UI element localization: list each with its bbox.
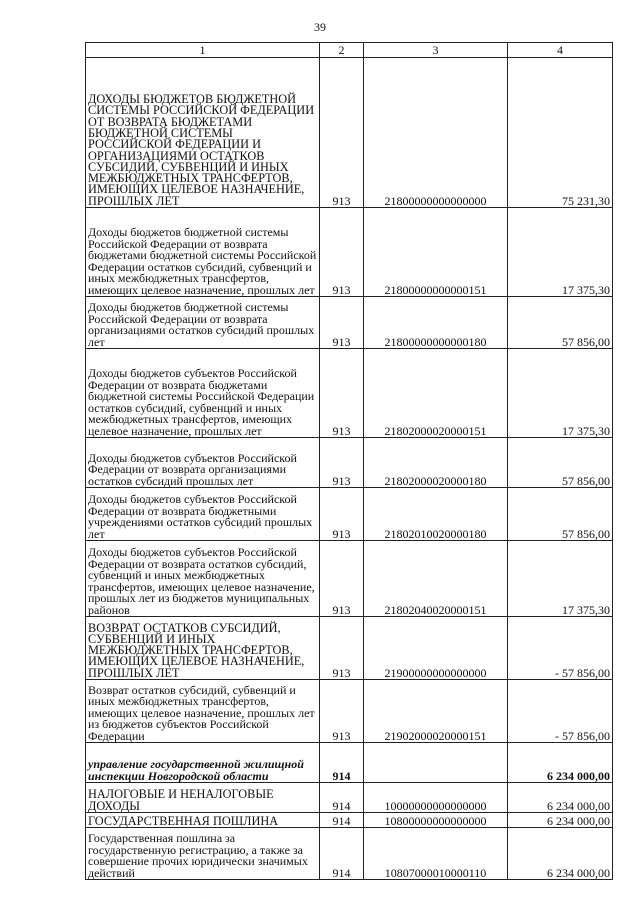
row-amount: 6 234 000,00 bbox=[508, 783, 613, 813]
table-row bbox=[86, 783, 613, 813]
page-number: 39 bbox=[314, 20, 326, 34]
row-name: Государственная пошлина за государственную регистрацию, а также за совершение прочих юридически значимых действий bbox=[86, 828, 320, 880]
row-amount: 6 234 000,00 bbox=[508, 828, 613, 880]
row-budget-code: 21800000000000180 bbox=[364, 297, 508, 349]
table-row bbox=[86, 680, 613, 743]
table-row bbox=[86, 438, 613, 488]
row-admin-code: 913 bbox=[320, 438, 364, 488]
row-budget-code: 21802010020000180 bbox=[364, 488, 508, 541]
row-budget-code bbox=[364, 743, 508, 783]
row-amount: 17 375,30 bbox=[508, 541, 613, 617]
row-budget-code: 21802000020000151 bbox=[364, 349, 508, 438]
row-amount: 57 856,00 bbox=[508, 488, 613, 541]
row-admin-code: 913 bbox=[320, 541, 364, 617]
row-admin-code: 913 bbox=[320, 297, 364, 349]
header-col-4: 4 bbox=[508, 43, 613, 58]
row-name: ГОСУДАРСТВЕННАЯ ПОШЛИНА bbox=[86, 813, 320, 828]
table-row bbox=[86, 743, 613, 783]
row-budget-code: 21900000000000000 bbox=[364, 617, 508, 680]
row-budget-code: 10800000000000000 bbox=[364, 813, 508, 828]
table-row bbox=[86, 349, 613, 438]
row-admin-code: 913 bbox=[320, 488, 364, 541]
table-row bbox=[86, 617, 613, 680]
row-name: ВОЗВРАТ ОСТАТКОВ СУБСИДИЙ, СУБВЕНЦИЙ И ИНЫХ МЕЖБЮДЖЕТНЫХ ТРАНСФЕРТОВ, ИМЕЮЩИХ ЦЕЛЕВОЕ НАЗНАЧЕНИЕ, ПРОШЛЫХ ЛЕТ bbox=[86, 617, 320, 680]
row-admin-code: 914 bbox=[320, 743, 364, 783]
row-admin-code: 914 bbox=[320, 783, 364, 813]
row-name: Доходы бюджетов бюджетной системы Российской Федерации от возврата бюджетами бюджетной системы Российской Федерации остатков субсидий, субвенций и иных межбюджетных трансфертов, имеющих целевое назначение, прошлых лет bbox=[86, 208, 320, 297]
row-admin-code: 913 bbox=[320, 617, 364, 680]
row-name: ДОХОДЫ БЮДЖЕТОВ БЮДЖЕТНОЙ СИСТЕМЫ РОССИЙСКОЙ ФЕДЕРАЦИИ ОТ ВОЗВРАТА БЮДЖЕТАМИ БЮДЖЕТНОЙ СИСТЕМЫ РОССИЙСКОЙ ФЕДЕРАЦИИ И ОРГАНИЗАЦИЯМИ ОСТАТКОВ СУБСИДИЙ, СУБВЕНЦИЙ И ИНЫХ МЕЖБЮДЖЕТНЫХ ТРАНСФЕРТОВ, ИМЕЮЩИХ ЦЕЛЕВОЕ НАЗНАЧЕНИЕ, ПРОШЛЫХ ЛЕТ bbox=[86, 58, 320, 208]
table-row bbox=[86, 488, 613, 541]
row-admin-code: 914 bbox=[320, 828, 364, 880]
row-admin-code: 914 bbox=[320, 813, 364, 828]
row-name: Доходы бюджетов субъектов Российской Федерации от возврата бюджетными учреждениями остатков субсидий прошлых лет bbox=[86, 488, 320, 541]
row-amount: 6 234 000,00 bbox=[508, 743, 613, 783]
row-amount: 57 856,00 bbox=[508, 438, 613, 488]
row-admin-code: 913 bbox=[320, 349, 364, 438]
row-name: Доходы бюджетов субъектов Российской Федерации от возврата остатков субсидий, субвенций и иных межбюджетных трансфертов, имеющих целевое назначение, прошлых лет из бюджетов муниципальных районов bbox=[86, 541, 320, 617]
header-col-3: 3 bbox=[364, 43, 508, 58]
row-name: Доходы бюджетов бюджетной системы Российской Федерации от возврата организациями остатков субсидий прошлых лет bbox=[86, 297, 320, 349]
header-col-2: 2 bbox=[320, 43, 364, 58]
row-amount: 75 231,30 bbox=[508, 58, 613, 208]
row-admin-code: 913 bbox=[320, 680, 364, 743]
row-budget-code: 21802040020000151 bbox=[364, 541, 508, 617]
row-amount: 6 234 000,00 bbox=[508, 813, 613, 828]
table-row bbox=[86, 813, 613, 828]
row-budget-code: 21800000000000000 bbox=[364, 58, 508, 208]
table-row bbox=[86, 58, 613, 208]
table-header-row bbox=[86, 43, 613, 58]
row-budget-code: 21800000000000151 bbox=[364, 208, 508, 297]
budget-income-table bbox=[85, 42, 613, 880]
row-name: Доходы бюджетов субъектов Российской Федерации от возврата бюджетами бюджетной системы Российской Федерации остатков субсидий, субвенций и иных межбюджетных трансфертов, имеющих целевое назначение, прошлых лет bbox=[86, 349, 320, 438]
row-name: Возврат остатков субсидий, субвенций и иных межбюджетных трансфертов, имеющих целевое назначение, прошлых лет из бюджетов субъектов Российской Федерации bbox=[86, 680, 320, 743]
table-row bbox=[86, 541, 613, 617]
row-budget-code: 10000000000000000 bbox=[364, 783, 508, 813]
row-admin-code: 913 bbox=[320, 58, 364, 208]
row-amount: 17 375,30 bbox=[508, 349, 613, 438]
table-row bbox=[86, 297, 613, 349]
row-admin-code: 913 bbox=[320, 208, 364, 297]
row-budget-code: 21802000020000180 bbox=[364, 438, 508, 488]
row-name: управление государственной жилищной инспекции Новгородской области bbox=[86, 743, 320, 783]
row-amount: 17 375,30 bbox=[508, 208, 613, 297]
row-name: Доходы бюджетов субъектов Российской Федерации от возврата организациями остатков субсидий прошлых лет bbox=[86, 438, 320, 488]
row-amount: 57 856,00 bbox=[508, 297, 613, 349]
table-row bbox=[86, 208, 613, 297]
row-budget-code: 10807000010000110 bbox=[364, 828, 508, 880]
row-name: НАЛОГОВЫЕ И НЕНАЛОГОВЫЕ ДОХОДЫ bbox=[86, 783, 320, 813]
table-row bbox=[86, 828, 613, 880]
row-budget-code: 21902000020000151 bbox=[364, 680, 508, 743]
row-amount: - 57 856,00 bbox=[508, 680, 613, 743]
row-amount: - 57 856,00 bbox=[508, 617, 613, 680]
header-col-1: 1 bbox=[86, 43, 320, 58]
